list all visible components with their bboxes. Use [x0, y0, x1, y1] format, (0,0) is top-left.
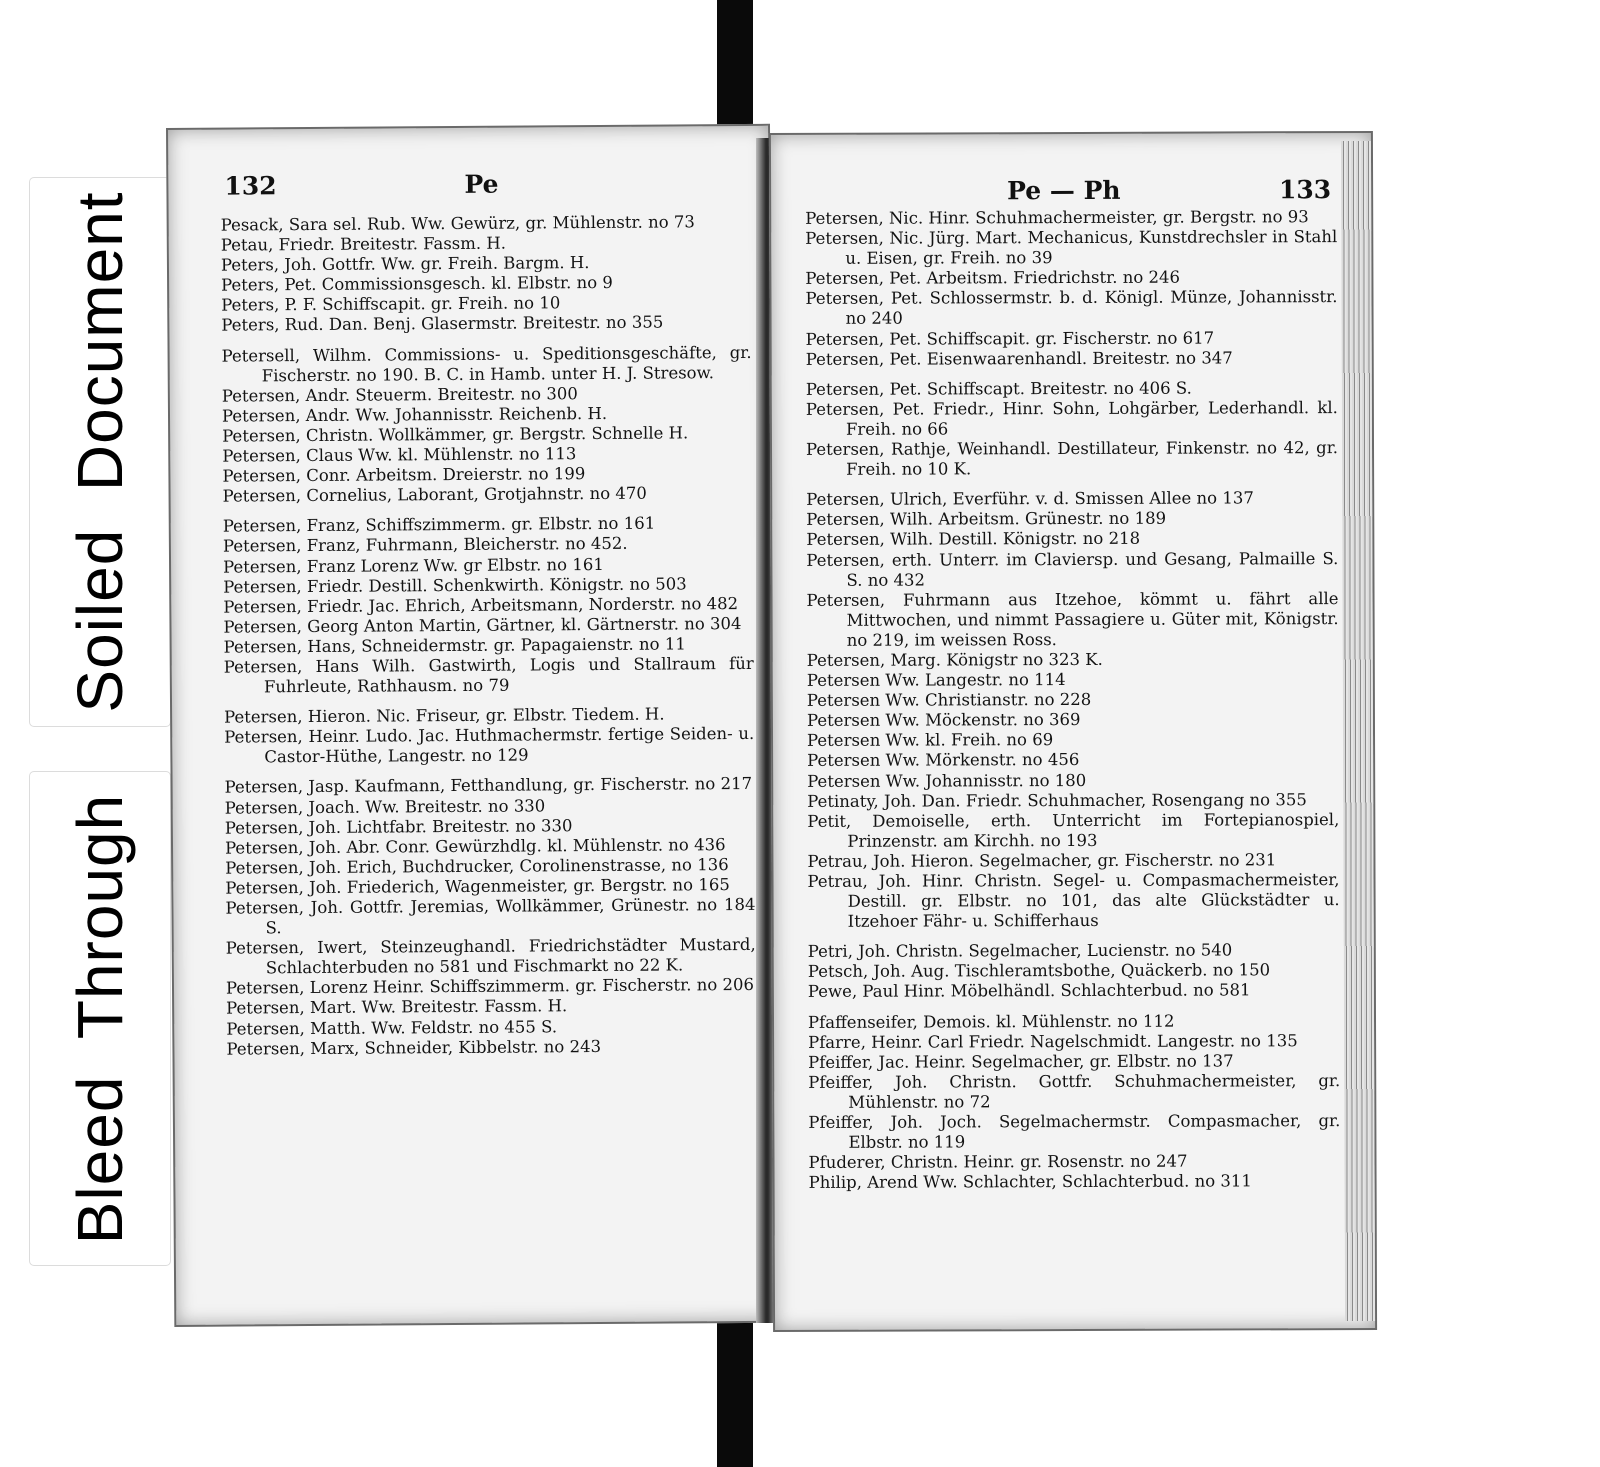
directory-entry: Petersen Ww. Christianstr. no 228: [806, 690, 1092, 711]
directory-entry: Petersen, Joh. Erich, Buchdrucker, Corolinenstrasse, no 136: [225, 854, 729, 878]
directory-entry: Petersen, Pet. Schiffscapt. Breitestr. no 406 S.: [805, 378, 1192, 399]
directory-entry: Peters, Joh. Gottfr. Ww. gr. Freih. Bargm. H.: [220, 253, 590, 275]
directory-entry: Petau, Friedr. Breitestr. Fassm. H.: [220, 233, 507, 255]
directory-entry: Pfeiffer, Joh. Joch. Segelmachermstr. Compasmacher, gr. Elbstr. no 119: [808, 1111, 1341, 1152]
directory-entry: Petersen Ww. Möckenstr. no 369: [806, 710, 1081, 731]
directory-entry: Petersen, Mart. Ww. Breitestr. Fassm. H.: [226, 996, 568, 1019]
directory-entry: Petersen, Franz, Schiffszimmerm. gr. Elbstr. no 161: [222, 513, 656, 536]
directory-entry: Petersen, Andr. Steuerm. Breitestr. no 300: [221, 383, 578, 406]
directory-entry: Petersen, Pet. Arbeitsm. Friedrichstr. no 246: [805, 267, 1181, 289]
directory-entry: Petersen, Friedr. Jac. Ehrich, Arbeitsmann, Norderstr. no 482: [223, 593, 739, 617]
directory-entry: Petersen, Pet. Schlossermstr. b. d. Königl. Münze, Johannisstr. no 240: [805, 287, 1338, 329]
directory-entry: Petersen, Franz, Fuhrmann, Bleicherstr. no 452.: [222, 534, 628, 557]
left-page-header: [224, 168, 738, 206]
directory-entry: Petersen, Hans Wilh. Gastwirth, Logis und Stallraum für Fuhrleute, Rathhausm. no 79: [223, 653, 754, 697]
directory-entry: Petersen, Franz Lorenz Ww. gr Elbstr. no 161: [222, 554, 604, 577]
directory-entry: Petersen, Pet. Friedr., Hinr. Sohn, Lohgärber, Lederhandl. kl. Freih. no 66: [805, 397, 1338, 439]
directory-entry: Petersen, Ulrich, Everführ. v. d. Smissen Allee no 137: [806, 488, 1254, 510]
directory-entry: Petersen, Wilh. Destill. Königstr. no 218: [806, 529, 1141, 550]
directory-entry: Petersen Ww. Johannisstr. no 180: [807, 770, 1087, 791]
right-page: [769, 131, 1377, 1332]
directory-entry: Philip, Arend Ww. Schlachter, Schlachterbud. no 311: [808, 1171, 1252, 1193]
directory-entry: Petit, Demoiselle, erth. Unterricht im Fortepianospiel, Prinzenstr. am Kirchh. no 193: [807, 809, 1340, 851]
directory-entry: Petersen, Hans, Schneidermstr. gr. Papagaienstr. no 11: [223, 634, 686, 657]
soiled-document-label-text: Soiled Document: [64, 191, 136, 713]
page-number-left: 132: [224, 171, 277, 201]
directory-entry: Petersen Ww. Langestr. no 114: [806, 670, 1066, 690]
soiled-document-label: [30, 178, 170, 726]
page-stack-edge: [1341, 141, 1375, 1321]
directory-entry: Petersen, Joh. Lichtfabr. Breitestr. no 330: [224, 815, 573, 838]
directory-entry: Petersen, Lorenz Heinr. Schiffszimmerm. gr. Fischerstr. no 206: [225, 975, 755, 998]
directory-entry: Petersen, Marg. Königstr no 323 K.: [806, 649, 1103, 670]
binding-strap-bottom: [717, 1320, 753, 1467]
directory-entry: Petersen Ww. Mörkenstr. no 456: [807, 750, 1080, 771]
directory-entry: Petsch, Joh. Aug. Tischleramtsbothe, Quäckerb. no 150: [807, 960, 1271, 982]
directory-entry: Petersen, Claus Ww. kl. Mühlenstr. no 113: [222, 444, 577, 466]
bleed-through-label: [30, 772, 170, 1265]
directory-entry: Petrau, Joh. Hinr. Christn. Segel- u. Compasmachermeister, Destill. gr. Elbstr. no 101, das alte Glückstädter u. Itzehoer Fähr- u. Schifferhaus: [807, 870, 1340, 931]
right-page-header: [827, 175, 1341, 211]
directory-entry: Petersen, Fuhrmann aus Itzehoe, kömmt u. fährt alle Mittwochen, und nimmt Passagiere u. Güter mit, Königstr. no 219, im weissen Ross.: [806, 588, 1339, 650]
page-number-right: 133: [1278, 175, 1332, 205]
directory-entry: Peters, P. F. Schiffscapit. gr. Freih. no 10: [221, 293, 561, 315]
directory-entry: Pfeiffer, Jac. Heinr. Segelmacher, gr. Elbstr. no 137: [808, 1051, 1234, 1072]
directory-entry: Petersen, Joh. Gottfr. Jeremias, Wollkämmer, Grünestr. no 184 S.: [225, 894, 756, 938]
bleed-through-label-text: Bleed Through: [64, 793, 136, 1244]
directory-entry: Pfarre, Heinr. Carl Friedr. Nagelschmidt. Langestr. no 135: [808, 1030, 1298, 1052]
directory-entry: Petersen, Nic. Jürg. Mart. Mechanicus, Kunstdrechsler in Stahl u. Eisen, gr. Freih. no 39: [805, 227, 1338, 268]
right-directory-entries: [805, 207, 1340, 1193]
directory-entry: Petersen, Joach. Ww. Breitestr. no 330: [224, 795, 546, 818]
directory-entry: Petersen, Marx, Schneider, Kibbelstr. no 243: [226, 1036, 602, 1059]
directory-entry: Petersen, Pet. Eisenwaarenhandl. Breitestr. no 347: [805, 348, 1233, 369]
directory-entry: Peters, Pet. Commissionsgesch. kl. Elbstr. no 9: [221, 273, 613, 295]
directory-entry: Petersen, Joh. Abr. Conr. Gewürzhdlg. kl. Mühlenstr. no 436: [224, 834, 726, 858]
directory-entry: Pewe, Paul Hinr. Möbelhändl. Schlachterbud. no 581: [807, 980, 1251, 1002]
directory-entry: Petrau, Joh. Hieron. Segelmacher, gr. Fischerstr. no 231: [807, 850, 1277, 871]
directory-entry: Petersen, Friedr. Destill. Schenkwirth. Königstr. no 503: [223, 573, 687, 597]
directory-entry: Petersen, Conr. Arbeitsm. Dreierstr. no 199: [222, 464, 586, 486]
directory-entry: Petri, Joh. Christn. Segelmacher, Lucienstr. no 540: [807, 940, 1233, 962]
directory-entry: Petersen, Joh. Friederich, Wagenmeister, gr. Bergstr. no 165: [225, 874, 730, 898]
directory-entry: Petinaty, Joh. Dan. Friedr. Schuhmacher, Rosengang no 355: [807, 789, 1307, 811]
directory-entry: Pfeiffer, Joh. Christn. Gottfr. Schuhmachermeister, gr. Mühlenstr. no 72: [808, 1070, 1341, 1112]
directory-entry: Petersell, Wilhm. Commissions- u. Speditionsgeschäfte, gr. Fischerstr. no 190. B. C. in Hamb. unter H. J. Stresow.: [221, 342, 752, 385]
directory-entry: Petersen, Heinr. Ludo. Jac. Huthmachermstr. fertige Seiden- u. Castor-Hüthe, Langestr. no 129: [224, 724, 755, 767]
directory-entry: Petersen, Wilh. Arbeitsm. Grünestr. no 189: [806, 508, 1167, 530]
directory-entry: Petersen, Nic. Hinr. Schuhmachermeister, gr. Bergstr. no 93: [805, 207, 1309, 228]
directory-entry: Pfuderer, Christn. Heinr. gr. Rosenstr. no 247: [808, 1151, 1188, 1173]
left-directory-entries: [221, 212, 757, 1059]
directory-entry: Petersen, Rathje, Weinhandl. Destillateur, Finkenstr. no 42, gr. Freih. no 10 K.: [805, 438, 1339, 479]
directory-entry: Petersen, Matth. Ww. Feldstr. no 455 S.: [226, 1016, 558, 1039]
directory-entry: Petersen, Hieron. Nic. Friseur, gr. Elbstr. Tiedem. H.: [224, 704, 665, 727]
directory-entry: Petersen, Georg Anton Martin, Gärtner, kl. Gärtnerstr. no 304: [223, 613, 742, 637]
open-book: [166, 128, 1384, 1338]
directory-entry: Petersen, erth. Unterr. im Claviersp. und Gesang, Palmaille S. S. no 432: [806, 548, 1339, 590]
directory-entry: Petersen, Andr. Ww. Johannisstr. Reichenb. H.: [221, 403, 608, 426]
directory-entry: Petersen, Jasp. Kaufmann, Fetthandlung, gr. Fischerstr. no 217: [224, 774, 753, 798]
directory-entry: Pfaffenseifer, Demois. kl. Mühlenstr. no 112: [807, 1011, 1175, 1032]
directory-entry: Peters, Rud. Dan. Benj. Glasermstr. Breitestr. no 355: [221, 313, 664, 336]
running-head-right: Pe — Ph: [1007, 175, 1121, 206]
running-head-left: Pe: [464, 169, 499, 199]
directory-entry: Petersen, Cornelius, Laborant, Grotjahnstr. no 470: [222, 483, 647, 506]
left-page: [166, 124, 778, 1327]
directory-entry: Petersen Ww. kl. Freih. no 69: [806, 730, 1054, 751]
directory-entry: Petersen, Iwert, Steinzeughandl. Friedrichstädter Mustard, Schlachterbuden no 581 und Fischmarkt no 22 K.: [225, 935, 756, 978]
directory-entry: Petersen, Christn. Wollkämmer, gr. Bergstr. Schnelle H.: [222, 423, 689, 446]
directory-entry: Petersen, Pet. Schiffscapit. gr. Fischerstr. no 617: [805, 328, 1215, 349]
directory-entry: Pesack, Sara sel. Rub. Ww. Gewürz, gr. Mühlenstr. no 73: [220, 212, 695, 235]
